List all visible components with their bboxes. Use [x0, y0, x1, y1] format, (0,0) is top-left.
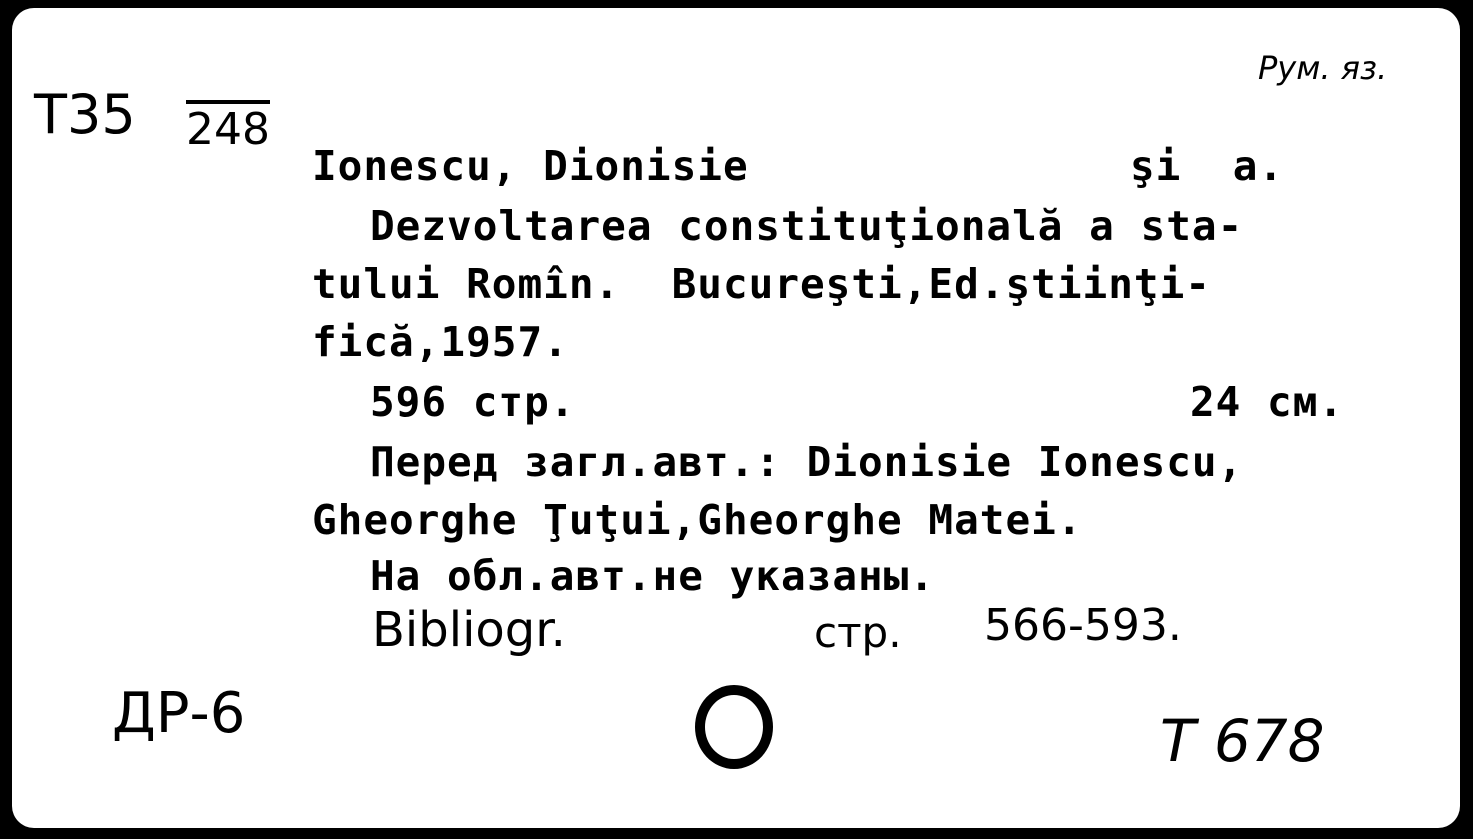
- shelf-mark-prefix: T35: [34, 83, 136, 146]
- inventory-number: T 678: [1160, 707, 1325, 775]
- bibliography-pages-abbr: стр.: [814, 608, 902, 657]
- language-note: Рум. яз.: [1258, 49, 1388, 87]
- bibliography-pages: 566-593.: [984, 600, 1182, 651]
- bibliography-label: Bibliogr.: [372, 602, 566, 658]
- note-line-1: Перед загл.авт.: Dionisie Ionescu,: [370, 438, 1244, 486]
- note-line-2: Gheorghe Ţuţui,Gheorghe Matei.: [312, 496, 1083, 544]
- collection-code: ДР-6: [112, 681, 246, 746]
- card-hole-icon: [695, 685, 773, 769]
- note-line-3: На обл.авт.не указаны.: [370, 552, 936, 600]
- size-cm: 24 см.: [1190, 378, 1345, 426]
- shelf-mark-number: 248: [186, 100, 270, 152]
- author-suffix: şi a.: [1130, 142, 1285, 190]
- title-line-1: Dezvoltarea constituţională a sta-: [370, 202, 1244, 250]
- author-line: Ionescu, Dionisie: [312, 142, 749, 190]
- title-line-3: fică,1957.: [312, 318, 569, 366]
- title-line-2: tului Romîn. Bucureşti,Ed.ştiinţi-: [312, 260, 1211, 308]
- pages-count: 596 стр.: [370, 378, 576, 426]
